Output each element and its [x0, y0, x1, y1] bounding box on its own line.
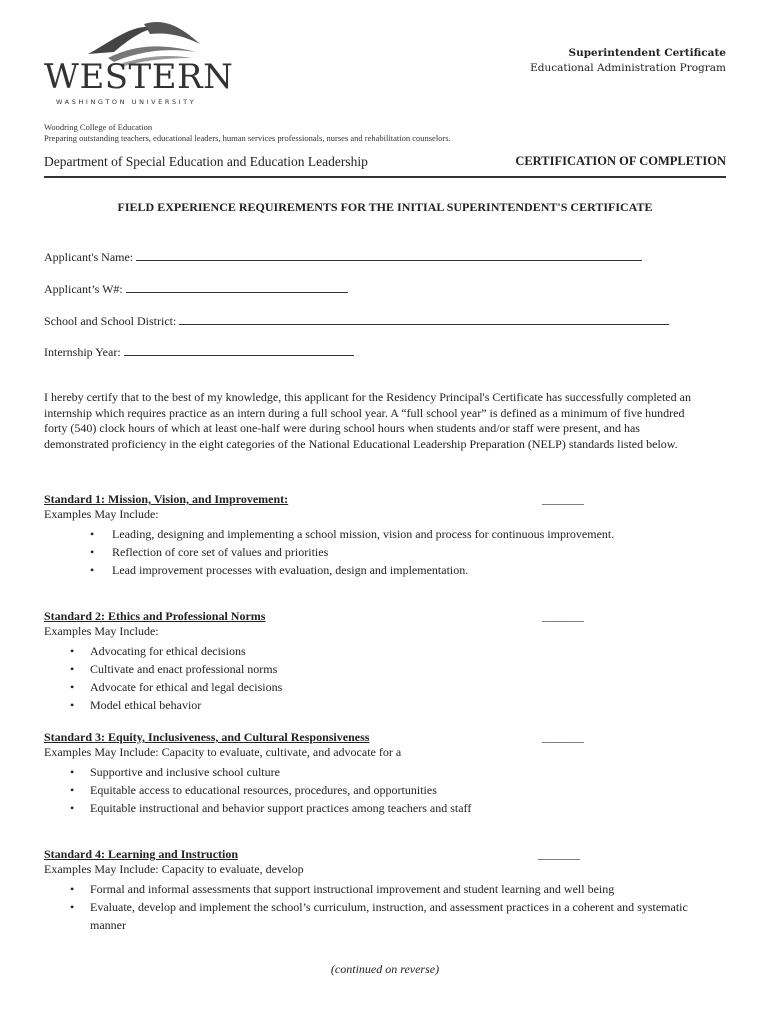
applicant-name-line[interactable]	[136, 249, 642, 261]
standard-2	[44, 609, 704, 714]
applicant-w-field[interactable]	[44, 281, 348, 297]
certificate-heading	[530, 46, 726, 76]
standard-title: Standard 4: Learning and Instruction	[44, 847, 239, 861]
department-row	[44, 154, 726, 178]
list-item: • Formal and informal assessments that support instructional improvement and student learning and well being	[44, 880, 704, 898]
list-item: • Model ethical behavior	[44, 696, 704, 714]
score-blank[interactable]: _______	[538, 847, 580, 861]
internship-year-field[interactable]	[44, 344, 354, 360]
university-logo	[44, 18, 234, 106]
list-item: • Supportive and inclusive school culture	[44, 763, 704, 781]
college-info	[44, 122, 451, 144]
applicant-name-field[interactable]	[44, 249, 642, 265]
list-item: • Equitable access to educational resources, procedures, and opportunities	[44, 781, 704, 799]
list-item: • Advocating for ethical decisions	[44, 642, 704, 660]
school-district-line[interactable]	[179, 313, 669, 325]
certification-label: CERTIFICATION OF COMPLETION	[515, 154, 726, 168]
standard-title: Standard 2: Ethics and Professional Norms	[44, 609, 266, 623]
list-item: • Leading, designing and implementing a school mission, vision and process for continuous improvement.	[44, 525, 704, 543]
logo-wordmark: WESTERN	[44, 57, 234, 97]
applicant-w-line[interactable]	[126, 281, 348, 293]
college-tagline: Preparing outstanding teachers, educational leaders, human services professionals, nurses and rehabilitation counselors.	[44, 133, 451, 143]
continued-note: (continued on reverse)	[330, 962, 440, 976]
certificate-title: Superintendent Certificate	[568, 47, 726, 59]
standard-title: Standard 1: Mission, Vision, and Improvement:	[44, 492, 289, 506]
college-name: Woodring College of Education	[44, 122, 153, 132]
standard-1	[44, 492, 704, 579]
standard-examples: Examples May Include: Capacity to evaluate, cultivate, and advocate for a	[44, 745, 402, 759]
internship-year-line[interactable]	[124, 344, 354, 356]
standard-3	[44, 730, 704, 817]
standard-4	[44, 847, 704, 934]
list-item: • Reflection of core set of values and priorities	[44, 543, 704, 561]
department-name: Department of Special Education and Education Leadership	[44, 154, 368, 169]
list-item: • Evaluate, develop and implement the school’s curriculum, instruction, and assessment practices in a coherent and systematic manner	[44, 898, 704, 934]
list-item: • Cultivate and enact professional norms	[44, 660, 704, 678]
internship-year-label: Internship Year:	[44, 345, 121, 359]
school-district-label: School and School District:	[44, 314, 177, 328]
school-district-field[interactable]	[44, 313, 669, 329]
list-item: • Equitable instructional and behavior support practices among teachers and staff	[44, 799, 704, 817]
score-blank[interactable]: _______	[542, 609, 584, 623]
standard-examples: Examples May Include:	[44, 624, 159, 638]
list-item: • Lead improvement processes with evaluation, design and implementation.	[44, 561, 704, 579]
standard-examples: Examples May Include:	[44, 507, 159, 521]
score-blank[interactable]: _______	[542, 730, 584, 744]
standard-title: Standard 3: Equity, Inclusiveness, and Cultural Responsiveness	[44, 730, 370, 744]
standard-examples: Examples May Include: Capacity to evaluate, develop	[44, 862, 304, 876]
program-name: Educational Administration Program	[530, 62, 726, 74]
logo-subtitle: WASHINGTON UNIVERSITY	[56, 98, 197, 106]
applicant-name-label: Applicant's Name:	[44, 250, 134, 264]
score-blank[interactable]: _______	[542, 492, 584, 506]
applicant-w-label: Applicant’s W#:	[44, 282, 123, 296]
certification-paragraph: I hereby certify that to the best of my knowledge, this applicant for the Residency Principal's Certificate has successfully completed an internship which requires practice as an intern during a full school year. A “full school year” is defined as a minimum of five hundred forty (540) clock hours of which at least one-half were during school hours when students and/or staff were present, and has demonstrated proficiency in the eight categories of the National Educational Leadership Preparation (NELP) standards listed below.	[44, 390, 691, 451]
list-item: • Advocate for ethical and legal decisions	[44, 678, 704, 696]
document-title: FIELD EXPERIENCE REQUIREMENTS FOR THE INITIAL SUPERINTENDENT'S CERTIFICATE	[117, 200, 653, 214]
